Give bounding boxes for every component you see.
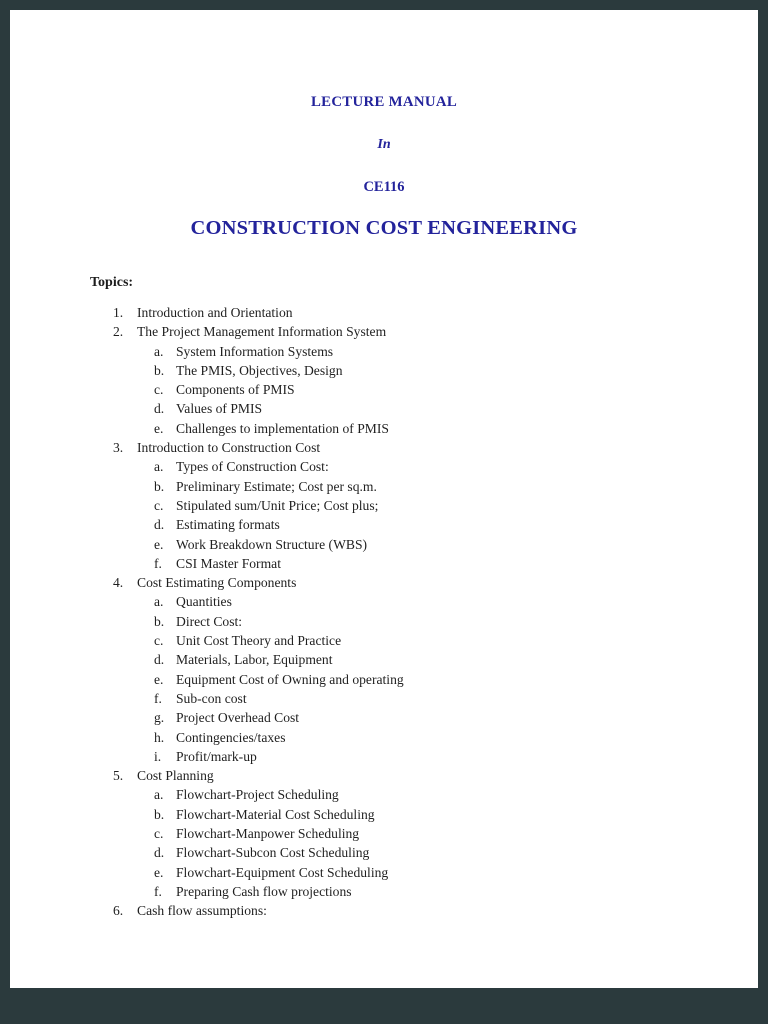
- title-in: In: [377, 137, 391, 152]
- title-course-code: CE116: [363, 179, 405, 195]
- topic-subitem: [10, 419, 758, 438]
- topic-text: Preparing Cash flow projections: [176, 883, 352, 899]
- topic-text: Cash flow assumptions:: [137, 903, 267, 919]
- topic-marker: e.: [154, 420, 164, 436]
- topic-marker: e.: [154, 536, 164, 552]
- topic-subitem: [10, 689, 758, 708]
- topic-text: Components of PMIS: [176, 382, 295, 398]
- topic-marker: 6.: [113, 903, 124, 919]
- topic-text: Introduction and Orientation: [137, 305, 293, 320]
- topic-marker: f.: [154, 690, 162, 706]
- topic-text: Quantities: [176, 594, 232, 610]
- topic-text: Preliminary Estimate; Cost per sq.m.: [176, 478, 377, 494]
- topic-marker: c.: [154, 382, 164, 398]
- topic-subitem: [10, 785, 758, 804]
- topic-marker: a.: [154, 787, 164, 803]
- topic-item: [10, 901, 758, 920]
- topic-subitem: [10, 650, 758, 669]
- topic-marker: e.: [154, 671, 164, 687]
- topic-subitem: [10, 747, 758, 766]
- topic-subitem: [10, 863, 758, 882]
- topic-marker: d.: [154, 845, 165, 861]
- topic-subitem: [10, 612, 758, 631]
- topic-marker: b.: [154, 362, 165, 378]
- topic-text: Materials, Labor, Equipment: [176, 652, 333, 668]
- topic-text: System Information Systems: [176, 343, 334, 359]
- topic-marker: f.: [154, 883, 162, 899]
- topic-text: Flowchart-Material Cost Scheduling: [176, 806, 375, 822]
- topic-marker: b.: [154, 478, 165, 494]
- topic-marker: 5.: [113, 768, 124, 784]
- topic-subitem: [10, 342, 758, 361]
- topic-text: Sub-con cost: [176, 690, 247, 706]
- topic-subitem: [10, 535, 758, 554]
- topic-item: [10, 438, 758, 457]
- topic-marker: e.: [154, 864, 164, 880]
- topic-marker: 3.: [113, 440, 124, 456]
- topic-marker: g.: [154, 710, 165, 726]
- topic-subitem: [10, 515, 758, 534]
- topic-text: Types of Construction Cost:: [176, 459, 329, 475]
- topic-marker: i.: [154, 748, 162, 764]
- topic-text: Flowchart-Equipment Cost Scheduling: [176, 864, 389, 880]
- topic-marker: 1.: [113, 305, 124, 320]
- topic-marker: d.: [154, 517, 165, 533]
- topic-text: Work Breakdown Structure (WBS): [176, 536, 368, 552]
- page-title: CONSTRUCTION COST ENGINEERING: [190, 217, 578, 239]
- topic-item: [10, 573, 758, 592]
- topic-text: Estimating formats: [176, 517, 280, 533]
- topic-text: The Project Management Information System: [137, 324, 387, 340]
- topic-subitem: [10, 631, 758, 650]
- topic-subitem: [10, 477, 758, 496]
- topic-subitem: [10, 380, 758, 399]
- topic-marker: c.: [154, 497, 164, 513]
- title-block: [10, 94, 758, 240]
- topic-marker: c.: [154, 826, 164, 842]
- topic-subitem: [10, 554, 758, 573]
- topic-marker: 4.: [113, 575, 124, 591]
- topic-text: Equipment Cost of Owning and operating: [176, 671, 404, 687]
- topic-text: Challenges to implementation of PMIS: [176, 420, 389, 436]
- topic-text: Introduction to Construction Cost: [137, 440, 321, 456]
- topic-subitem: [10, 824, 758, 843]
- topic-marker: a.: [154, 459, 164, 475]
- topics-heading: Topics:: [90, 275, 134, 290]
- topic-subitem: [10, 708, 758, 727]
- topic-text: Contingencies/taxes: [176, 729, 286, 745]
- topic-text: Values of PMIS: [176, 401, 263, 417]
- topic-marker: f.: [154, 555, 162, 571]
- topic-marker: a.: [154, 343, 164, 359]
- topic-marker: a.: [154, 594, 164, 610]
- topic-marker: d.: [154, 652, 165, 668]
- document-page: [10, 10, 758, 988]
- topic-subitem: [10, 361, 758, 380]
- topic-text: Project Overhead Cost: [176, 710, 300, 726]
- topics-list: [10, 303, 758, 921]
- topic-text: The PMIS, Objectives, Design: [176, 362, 343, 378]
- topic-item: [10, 303, 758, 322]
- topic-subitem: [10, 805, 758, 824]
- topic-text: Profit/mark-up: [176, 748, 257, 764]
- topic-marker: d.: [154, 401, 165, 417]
- topic-text: Stipulated sum/Unit Price; Cost plus;: [176, 497, 379, 513]
- topic-marker: 2.: [113, 324, 124, 340]
- topic-marker: c.: [154, 633, 164, 649]
- topic-marker: h.: [154, 729, 165, 745]
- title-lecture-manual: LECTURE MANUAL: [310, 94, 457, 110]
- topic-item: [10, 322, 758, 341]
- topic-text: Unit Cost Theory and Practice: [176, 633, 342, 649]
- topic-text: Flowchart-Subcon Cost Scheduling: [176, 845, 370, 861]
- topic-text: Flowchart-Project Scheduling: [176, 787, 339, 803]
- topic-item: [10, 766, 758, 785]
- topic-marker: b.: [154, 806, 165, 822]
- topic-subitem: [10, 592, 758, 611]
- topic-text: CSI Master Format: [176, 555, 281, 571]
- topic-text: Direct Cost:: [176, 613, 243, 629]
- topic-subitem: [10, 843, 758, 862]
- topic-subitem: [10, 882, 758, 901]
- topic-text: Flowchart-Manpower Scheduling: [176, 826, 360, 842]
- topic-subitem: [10, 670, 758, 689]
- topic-subitem: [10, 496, 758, 515]
- topic-text: Cost Estimating Components: [137, 575, 297, 591]
- topic-marker: b.: [154, 613, 165, 629]
- topic-subitem: [10, 728, 758, 747]
- topic-text: Cost Planning: [137, 768, 214, 784]
- topic-subitem: [10, 457, 758, 476]
- topic-subitem: [10, 399, 758, 418]
